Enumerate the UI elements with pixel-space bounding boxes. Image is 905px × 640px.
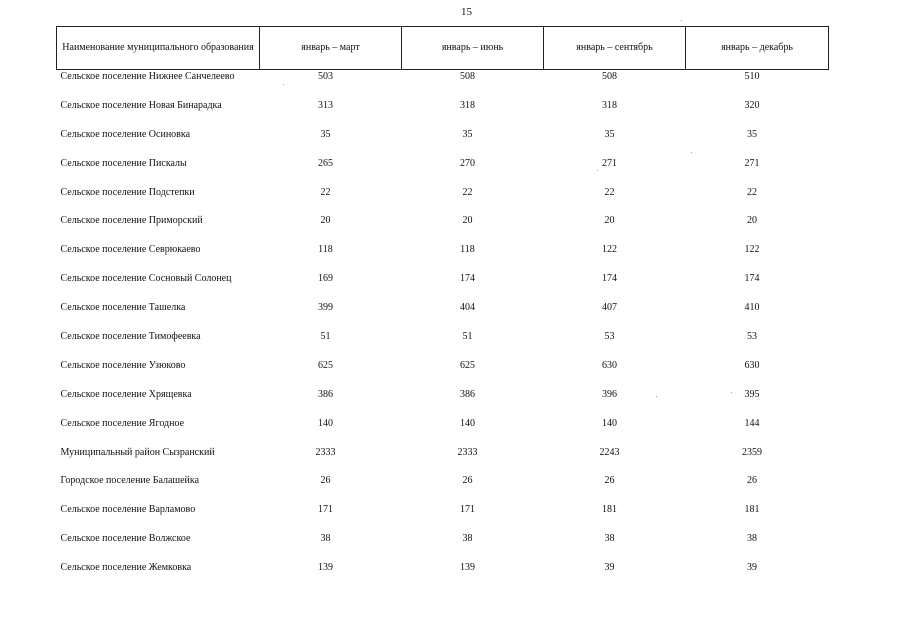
value-h1: 20 — [462, 215, 473, 227]
value-q1: 313 — [318, 99, 333, 111]
value-q1: 26 — [320, 475, 331, 487]
value-q1: 265 — [318, 157, 333, 169]
municipality-name: Сельское поселение Сосновый Солонец — [60, 273, 232, 285]
value-9m: 38 — [604, 533, 615, 545]
value-q1: 139 — [318, 562, 333, 574]
value-h1: 508 — [460, 71, 475, 82]
municipality-name: Сельское поселение Приморский — [60, 215, 203, 227]
value-9m: 318 — [602, 99, 617, 111]
value-h1: 404 — [460, 302, 475, 314]
value-year: 510 — [744, 71, 760, 82]
table-row — [57, 562, 829, 591]
value-q1: 22 — [320, 186, 331, 198]
value-year: 181 — [744, 504, 760, 516]
scan-speck — [597, 170, 598, 171]
municipality-name: Сельское поселение Хрящевка — [60, 388, 192, 400]
table-body — [57, 70, 829, 592]
statistics-table — [56, 26, 829, 591]
value-q1: 35 — [320, 128, 331, 140]
value-q1: 20 — [320, 215, 331, 227]
value-q1: 503 — [318, 71, 333, 82]
value-9m: 396 — [602, 388, 617, 400]
value-9m: 174 — [602, 273, 617, 285]
value-9m: 508 — [602, 71, 617, 82]
value-9m: 26 — [604, 475, 615, 487]
value-q1: 386 — [318, 388, 333, 400]
value-h1: 270 — [460, 157, 475, 169]
value-year: 38 — [747, 533, 757, 545]
table-row — [57, 244, 829, 273]
value-h1: 139 — [460, 562, 475, 574]
table-row — [57, 158, 829, 187]
table-row — [57, 447, 829, 476]
table-row — [57, 215, 829, 244]
value-year: 22 — [747, 186, 757, 198]
municipality-name: Сельское поселение Осиновка — [60, 128, 191, 140]
table-header — [57, 27, 829, 70]
table-row — [57, 273, 829, 302]
header-9m: январь – сентябрь — [544, 27, 686, 70]
municipality-name: Муниципальный район Сызранский — [60, 446, 215, 458]
scan-speck — [656, 396, 657, 397]
table-row — [57, 504, 829, 533]
value-h1: 118 — [460, 244, 475, 256]
value-h1: 2333 — [457, 446, 478, 458]
value-q1: 118 — [318, 244, 333, 256]
table-row — [57, 418, 829, 447]
table-row — [57, 475, 829, 504]
value-h1: 35 — [462, 128, 473, 140]
value-9m: 53 — [604, 331, 615, 343]
value-q1: 171 — [318, 504, 333, 516]
value-9m: 630 — [602, 359, 617, 371]
value-q1: 51 — [320, 331, 331, 343]
value-9m: 122 — [602, 244, 617, 256]
value-q1: 140 — [318, 417, 333, 429]
municipality-name: Сельское поселение Пискалы — [60, 157, 187, 169]
statistics-table-container — [56, 26, 828, 591]
table-row — [57, 331, 829, 360]
value-h1: 318 — [460, 99, 475, 111]
header-h1: январь – июнь — [402, 27, 544, 70]
header-municipality: Наименование муниципального образования — [57, 27, 260, 70]
value-h1: 22 — [462, 186, 473, 198]
value-h1: 174 — [460, 273, 475, 285]
municipality-name: Сельское поселение Новая Бинарадка — [60, 99, 222, 111]
value-9m: 2243 — [599, 446, 620, 458]
value-h1: 386 — [460, 388, 475, 400]
scan-speck — [731, 392, 732, 393]
value-year: 53 — [747, 331, 757, 343]
value-9m: 140 — [602, 417, 617, 429]
value-year: 174 — [744, 273, 760, 285]
header-row — [57, 27, 829, 70]
header-q1: январь – март — [260, 27, 402, 70]
value-year: 144 — [744, 417, 760, 429]
value-year: 630 — [744, 359, 760, 371]
table-row — [57, 100, 829, 129]
value-q1: 2333 — [315, 446, 336, 458]
value-9m: 181 — [602, 504, 617, 516]
table-row — [57, 302, 829, 331]
table-row — [57, 187, 829, 216]
municipality-name: Сельское поселение Подстепки — [60, 186, 195, 198]
value-h1: 171 — [460, 504, 475, 516]
scan-speck — [691, 152, 692, 153]
value-h1: 140 — [460, 417, 475, 429]
value-year: 35 — [747, 128, 757, 140]
page-number: 15 — [461, 6, 472, 18]
municipality-name: Сельское поселение Волжское — [60, 533, 191, 545]
value-q1: 399 — [318, 302, 333, 314]
value-year: 271 — [744, 157, 760, 169]
municipality-name: Сельское поселение Узюково — [60, 359, 186, 371]
value-9m: 271 — [602, 157, 617, 169]
municipality-name: Сельское поселение Тимофеевка — [60, 331, 201, 343]
value-9m: 39 — [604, 562, 615, 574]
table-row — [57, 360, 829, 389]
table-row — [57, 129, 829, 158]
value-year: 20 — [747, 215, 757, 227]
municipality-name: Сельское поселение Севрюкаево — [60, 244, 201, 256]
value-9m: 20 — [604, 215, 615, 227]
municipality-name: Городское поселение Балашейка — [60, 475, 200, 487]
municipality-name: Сельское поселение Ташелка — [60, 302, 186, 314]
value-h1: 26 — [462, 475, 473, 487]
value-year: 2359 — [742, 446, 762, 458]
value-h1: 51 — [462, 331, 473, 343]
value-year: 26 — [747, 475, 757, 487]
value-h1: 38 — [462, 533, 473, 545]
value-9m: 35 — [604, 128, 615, 140]
scan-speck — [283, 84, 284, 85]
scan-speck — [681, 20, 682, 21]
value-year: 410 — [744, 302, 760, 314]
value-year: 39 — [747, 562, 757, 574]
municipality-name: Сельское поселение Нижнее Санчелеево — [60, 71, 235, 82]
value-9m: 407 — [602, 302, 617, 314]
value-year: 395 — [744, 388, 760, 400]
table-row — [57, 389, 829, 418]
header-year: январь – декабрь — [686, 27, 829, 70]
table-row — [57, 533, 829, 562]
value-year: 122 — [744, 244, 760, 256]
table-row — [57, 70, 829, 100]
value-9m: 22 — [604, 186, 615, 198]
value-h1: 625 — [460, 359, 475, 371]
municipality-name: Сельское поселение Варламово — [60, 504, 196, 516]
municipality-name: Сельское поселение Жемковка — [60, 562, 192, 574]
municipality-name: Сельское поселение Ягодное — [60, 417, 185, 429]
value-q1: 169 — [318, 273, 333, 285]
value-q1: 38 — [320, 533, 331, 545]
value-q1: 625 — [318, 359, 333, 371]
value-year: 320 — [744, 99, 760, 111]
